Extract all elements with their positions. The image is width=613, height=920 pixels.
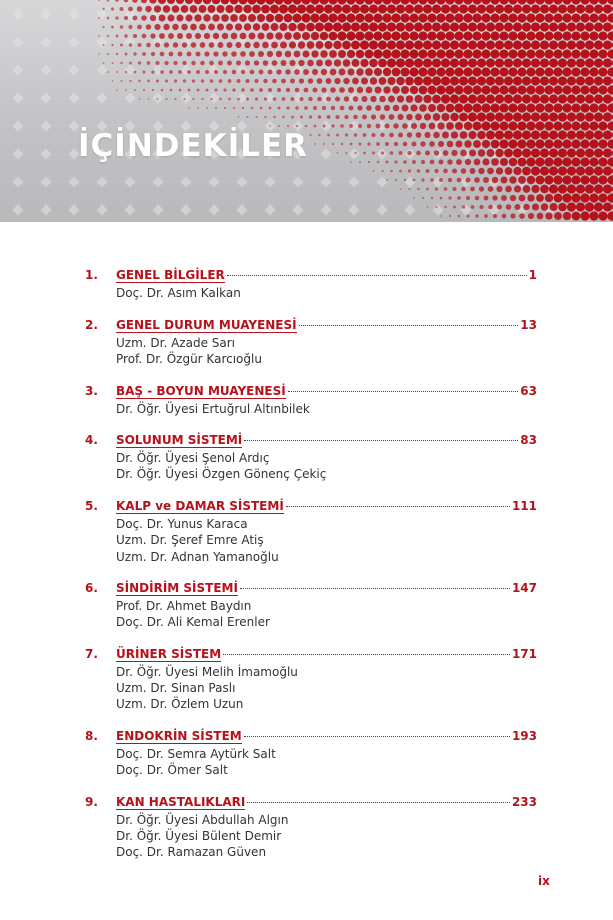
author-list: [0, 335, 613, 367]
toc-entry[interactable]: [0, 581, 613, 630]
chapter-page-number: 1: [528, 268, 537, 282]
chapter-title-line: [116, 318, 537, 333]
toc-entry[interactable]: [0, 795, 613, 861]
toc-entry[interactable]: [0, 433, 613, 482]
chapter-page-number: 111: [511, 499, 537, 514]
chapter-title[interactable]: GENEL BİLGİLER: [116, 268, 225, 282]
author-list: [0, 285, 613, 301]
author-name: Doç. Dr. Semra Aytürk Salt: [116, 747, 276, 762]
chapter-page-number: 171: [511, 647, 537, 662]
chapter-number: 3.: [85, 383, 98, 398]
author-name: Doç. Dr. Ali Kemal Erenler: [116, 615, 270, 630]
chapter-title-line: [116, 433, 537, 448]
author-list: [0, 746, 613, 778]
author-name: Prof. Dr. Ahmet Baydın: [116, 599, 252, 614]
author-list: [0, 812, 613, 861]
author-name: Uzm. Dr. Azade Sarı: [116, 335, 236, 350]
author-list: [0, 664, 613, 713]
chapter-title-line: [116, 268, 537, 283]
dot-leader: [240, 588, 510, 589]
toc-entry-heading[interactable]: [0, 384, 613, 401]
chapter-number: 7.: [85, 647, 98, 662]
chapter-page-number: 13: [520, 317, 537, 332]
chapter-title-line: [116, 647, 537, 662]
chapter-title[interactable]: KALP ve DAMAR SİSTEMİ: [116, 499, 284, 514]
author-name: Dr. Öğr. Üyesi Abdullah Algın: [116, 813, 289, 827]
toc-entry-heading[interactable]: [0, 318, 613, 335]
toc-entry-heading[interactable]: [0, 729, 613, 746]
table-of-contents: [0, 268, 613, 861]
chapter-title[interactable]: ENDOKRİN SİSTEM: [116, 729, 242, 744]
chapter-number: 5.: [85, 499, 98, 514]
author-name: Uzm. Dr. Adnan Yamanoğlu: [116, 549, 279, 564]
chapter-page-number: 83: [520, 433, 537, 448]
author-name: Prof. Dr. Özgür Karcıoğlu: [116, 351, 262, 366]
author-name: Dr. Öğr. Üyesi Özgen Gönenç Çekiç: [116, 467, 327, 482]
chapter-number: 2.: [85, 317, 98, 332]
chapter-number: 8.: [85, 729, 98, 744]
dot-leader: [247, 802, 510, 803]
page-number: ix: [538, 874, 550, 888]
chapter-title-line: [116, 581, 537, 596]
chapter-page-number: 63: [520, 383, 537, 398]
dot-leader: [244, 736, 510, 737]
toc-entry[interactable]: [0, 499, 613, 565]
page-title: İÇİNDEKİLER: [78, 128, 309, 164]
chapter-title[interactable]: GENEL DURUM MUAYENESİ: [116, 317, 297, 332]
author-name: Uzm. Dr. Sinan Paslı: [116, 681, 236, 696]
dot-leader: [244, 440, 518, 441]
chapter-title[interactable]: BAŞ - BOYUN MUAYENESİ: [116, 383, 286, 398]
dot-leader: [299, 325, 519, 326]
toc-entry-heading[interactable]: [0, 581, 613, 598]
author-name: Dr. Öğr. Üyesi Bülent Demir: [116, 829, 282, 844]
dot-leader: [223, 654, 510, 655]
author-name: Uzm. Dr. Şeref Emre Atiş: [116, 533, 264, 548]
toc-entry-heading[interactable]: [0, 795, 613, 812]
chapter-title[interactable]: SİNDİRİM SİSTEMİ: [116, 581, 238, 596]
chapter-title-line: [116, 729, 537, 744]
chapter-title[interactable]: SOLUNUM SİSTEMİ: [116, 433, 243, 448]
chapter-title[interactable]: KAN HASTALIKLARI: [116, 795, 246, 809]
toc-entry-heading[interactable]: [0, 433, 613, 450]
author-list: [0, 401, 613, 417]
author-list: [0, 598, 613, 630]
toc-entry[interactable]: [0, 318, 613, 367]
chapter-title-line: [116, 384, 537, 399]
author-name: Dr. Öğr. Üyesi Ertuğrul Altınbilek: [116, 401, 310, 416]
dot-leader: [286, 506, 510, 507]
author-list: [0, 450, 613, 482]
author-name: Doç. Dr. Asım Kalkan: [116, 286, 241, 300]
dot-leader: [288, 391, 519, 392]
toc-entry-heading[interactable]: [0, 647, 613, 664]
chapter-title-line: [116, 795, 537, 810]
author-name: Doç. Dr. Ömer Salt: [116, 763, 228, 778]
author-name: Doç. Dr. Ramazan Güven: [116, 845, 267, 860]
chapter-number: 6.: [85, 581, 98, 596]
chapter-page-number: 193: [511, 729, 537, 744]
toc-entry-heading[interactable]: [0, 268, 613, 285]
toc-entry[interactable]: [0, 729, 613, 778]
chapter-number: 9.: [85, 795, 98, 809]
author-name: Dr. Öğr. Üyesi Şenol Ardıç: [116, 451, 270, 466]
author-name: Doç. Dr. Yunus Karaca: [116, 517, 248, 532]
author-name: Uzm. Dr. Özlem Uzun: [116, 697, 244, 712]
chapter-title[interactable]: ÜRİNER SİSTEM: [116, 647, 222, 662]
chapter-title-line: [116, 499, 537, 514]
chapter-number: 4.: [85, 433, 98, 448]
author-list: [0, 516, 613, 565]
toc-entry[interactable]: [0, 647, 613, 713]
chapter-page-number: 233: [511, 795, 537, 809]
toc-entry-heading[interactable]: [0, 499, 613, 516]
dot-leader: [227, 275, 527, 276]
halftone-pattern: [0, 0, 613, 222]
author-name: Dr. Öğr. Üyesi Melih İmamoğlu: [116, 665, 298, 680]
header-banner: [0, 0, 613, 222]
toc-entry[interactable]: [0, 384, 613, 417]
toc-entry[interactable]: [0, 268, 613, 301]
chapter-number: 1.: [85, 268, 98, 282]
chapter-page-number: 147: [511, 581, 537, 596]
